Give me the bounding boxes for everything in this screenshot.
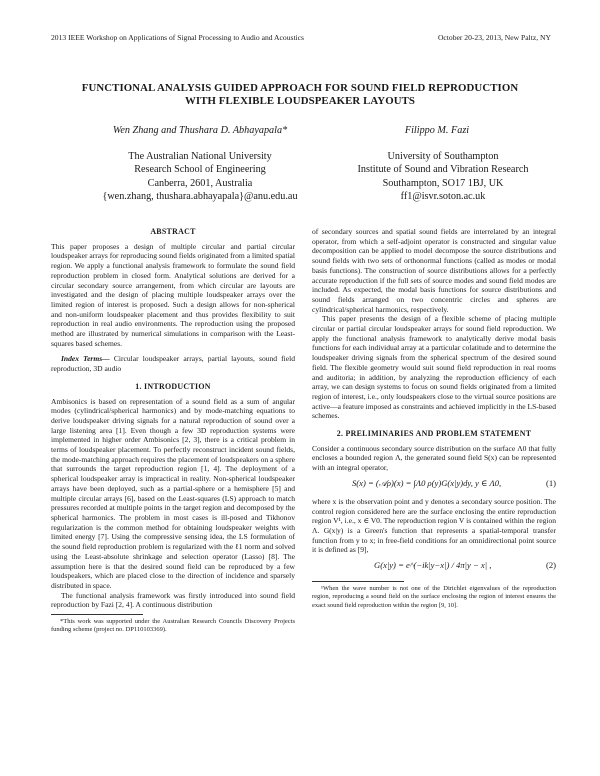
index-terms-text: Circular loudspeaker arrays, partial layouts, sound field reproduction, 3D audio: [51, 354, 295, 374]
equation-1-number: (1): [545, 477, 556, 488]
affiliation-right: [318, 150, 568, 203]
footnote-left: *This work was supported under the Australian Research Councils Discovery Projects funding scheme (project no. DP110103369).: [51, 618, 295, 634]
abstract-text: This paper proposes a design of multiple circular and partial circular loudspeaker arrays for reproducing sound fields originated from a limited spatial region. We apply a functional analysis framework to formulate the sound field reproduction problem in closed form. Analytical solutions are derived for a circular secondary source arrangement, from which circular are layouts are investigated and the design of placing multiple loudspeaker arrays over the limited region of interest is proposed. Such a design allows for non-spherical and non-uniform loudspeaker placement and thus provides flexibility to suit reproduction in real audio environments. The reproduction using the proposed method are illustrated by numerical simulations in comparison with the Least-squares based schemes.: [51, 241, 295, 348]
right-paragraph-1: of secondary sources and spatial sound fields are interrelated by an integral operator, from which a self-adjoint operator is constructed and singular value decomposition can be applied to model decompose the source distributions and sound fields with two sets of orthonormal functions (called as modes or modal basis functions). The construction of source distributions allows for a perfectly accurate reproduction if the full sets of source modes and sound field modes are included. As expected, the modal basis functions for source distributions and sound fields arranged on two concentric circles and spheres are cylindrical/spherical harmonics, respectively.: [312, 227, 556, 314]
right-paragraph-3: Consider a continuous secondary source distribution on the surface Λ0 that fully encloses a bounded region Λ, the generated sound field S(x) can be represented with an integral operator,: [312, 443, 556, 473]
abstract-heading: ABSTRACT: [150, 227, 196, 236]
affiliation-left: [64, 150, 336, 203]
equation-2: [312, 555, 556, 579]
equation-1: [312, 473, 556, 497]
affiliation-right-line-2: Institute of Sound and Vibration Research: [357, 164, 529, 176]
running-header-right: October 20-23, 2013, New Paltz, NY: [437, 33, 551, 42]
email-left: {wen.zhang, thushara.abhayapala}@anu.edu.au: [102, 190, 298, 202]
equation-2-number: (2): [545, 560, 556, 571]
author-names-left: Wen Zhang and Thushara D. Abhayapala*: [112, 125, 288, 136]
footnote-rule-left: [51, 614, 143, 615]
introduction-paragraph-2: The functional analysis framework was firstly introduced into sound field reproduction by Fazi [2, 4]. A continuous distribution: [51, 590, 295, 610]
paper-title: [40, 82, 560, 108]
email-right: ff1@isvr.soton.ac.uk: [400, 190, 486, 202]
title-line-2: WITH FLEXIBLE LOUDSPEAKER LAYOUTS: [185, 95, 415, 107]
section-2-heading: 2. PRELIMINARIES AND PROBLEM STATEMENT: [336, 429, 532, 439]
affiliation-left-line-2: Research School of Engineering: [134, 164, 266, 176]
equation-1-body: S(x) = (𝒜ρ)(x) = ∫Λ0 ρ(y)G(x|y)dy, y ∈ Λ0,: [352, 477, 502, 488]
right-paragraph-4: where x is the observation point and y denotes a secondary source position. The control region considered here are the surface enclosing the entire reproduction region V¹, i.e., x ∈ V0. The reproduction region V is contained within the region Λ. G(x|y) is a Green's function that represents a spatial-temporal transfer function from y to x; in free-field conditions for an omnidirectional point source it is defined as [9],: [312, 496, 556, 555]
affiliation-right-line-3: Southampton, SO17 1BJ, UK: [382, 177, 504, 189]
right-column: [312, 227, 556, 610]
equation-2-body: G(x|y) = e^(−ik|y−x|) / 4π|y − x| ,: [374, 560, 492, 571]
affiliation-right-line-1: University of Southampton: [387, 151, 499, 162]
affiliation-left-line-1: The Australian National University: [128, 151, 272, 162]
author-names-right: Filippo M. Fazi: [404, 125, 470, 136]
footnote-right: ¹When the wave number is not one of the Dirichlet eigenvalues of the reproduction region, reproducing a sound field on the surface enclosing the region of interest ensures the exact sound field reproduction within the region [9, 10].: [312, 585, 556, 609]
index-terms: [51, 354, 295, 373]
right-paragraph-2: This paper presents the design of a flexible scheme of placing multiple circular or partial circular loudspeaker arrays for sound field reproduction. We apply the functional analysis framework to analytically derive modal basis functions for each individual array at a particular colatitude and to determine the loudspeaker driving signals from the spherical spectrum of the desired sound field. The flexible geometry would suit sound field reproduction in real rooms and auditoria; in addition, by analyzing the reproduction efficiency of each array, we can design systems to focus on sound fields originated from a limited region of interest, i.e., only loudspeakers close to the virtual source positions are active—a feature imposed as constraints and achieved implicitly in the LS-based schemes.: [312, 314, 556, 421]
left-column: [51, 227, 295, 634]
introduction-heading: 1. INTRODUCTION: [135, 381, 211, 391]
index-terms-label: Index Terms—: [61, 354, 110, 364]
title-line-1: FUNCTIONAL ANALYSIS GUIDED APPROACH FOR SOUND FIELD REPRODUCTION: [81, 82, 519, 94]
footnote-rule-right: [312, 581, 404, 582]
running-header-left: 2013 IEEE Workshop on Applications of Signal Processing to Audio and Acoustics: [51, 33, 304, 42]
affiliation-left-line-3: Canberra, 2601, Australia: [147, 177, 253, 189]
introduction-paragraph-1: Ambisonics is based on representation of a sound field as a sum of angular modes (cylindrical/spherical harmonics) and by mode-matching equations to derive loudspeaker driving signals for a natural reproduction of sound over a large listening area [1]. Even though a few 3D reproduction systems were implemented in higher order Ambisonics [2, 3], there is a critical problem in terms of loudspeaker placement. To perfectly reconstruct incident sound fields, the mode-matching approach requires the placement of loudspeakers on a sphere that surrounds the target reproduction region [1, 4]. The deployment of a spherical loudspeaker array is impractical in reality. Non-spherical loudspeaker arrays have been deployed, such as a partial-sphere or a hemisphere [5] and multiple circular arrays [6], based on the Least-squares (LS) approach to match pressures recorded at multiple points in the target region and decomposed by the spherical harmonics. The problem in most cases is ill-posed and Tikhonov regularization is the common method for obtaining loudspeaker weights with limited energy [7]. Using the compressive sensing idea, the LS formulation of the sound field reproduction problem is regularized with the ℓ1 norm and solved using the Least-absolute shrinkage and selection operator (Lasso) [8]. The assumption here is that the desired sound field can be reproduced by a few loudspeakers, which are placed close to the direction of incidence and sparsely distributed in space.: [51, 396, 295, 590]
